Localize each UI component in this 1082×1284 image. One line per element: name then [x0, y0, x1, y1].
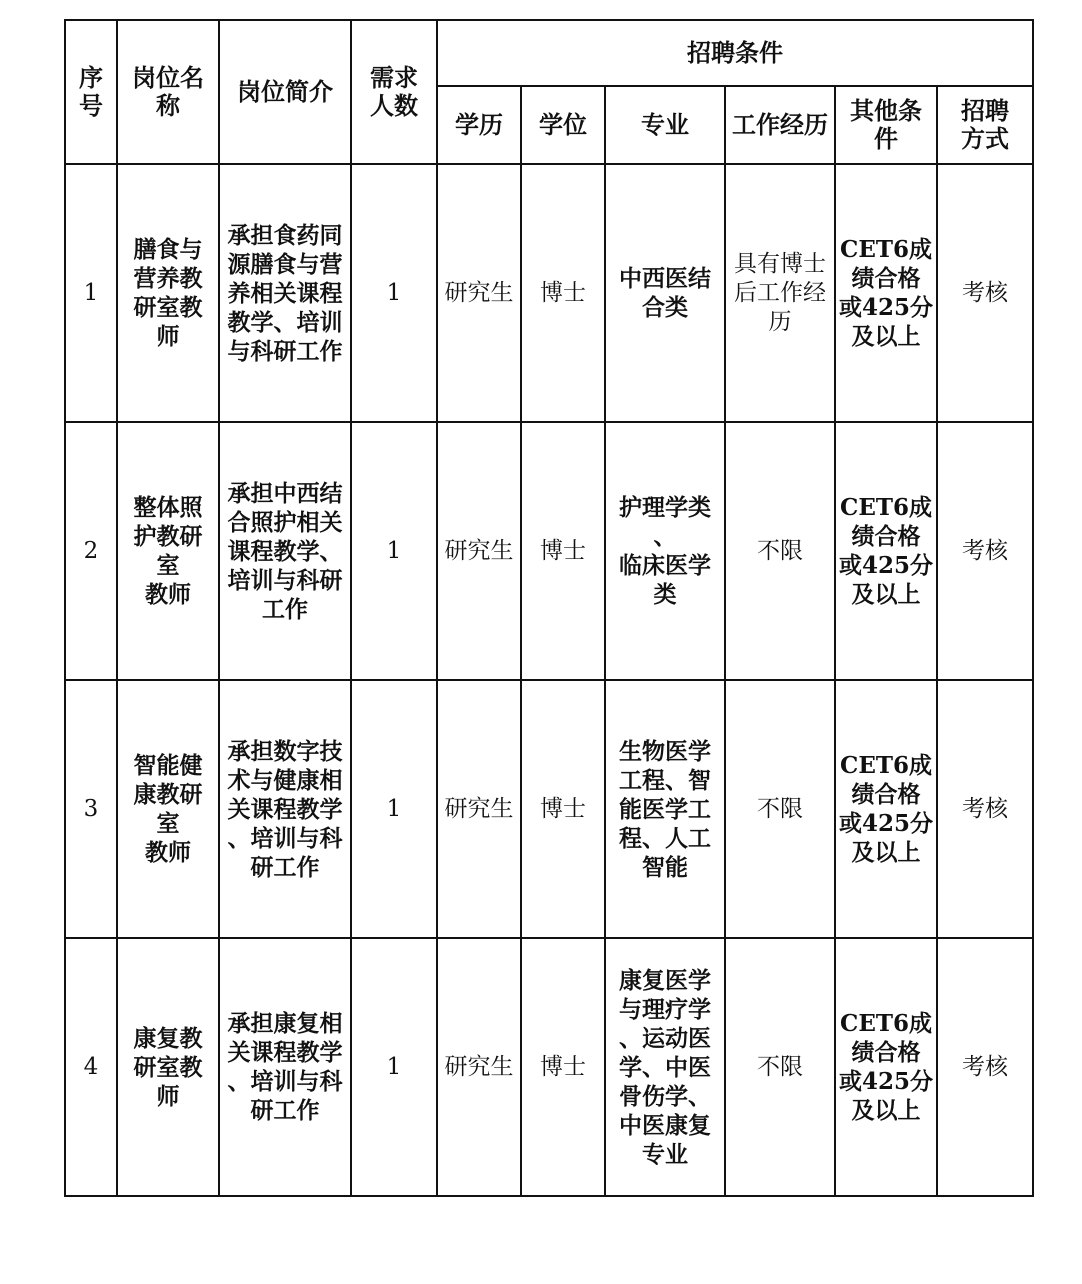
cell-position-intro: 承担中西结 合照护相关 课程教学、 培训与科研 工作 [219, 422, 351, 680]
cell-position-name: 膳食与 营养教 研室教 师 [117, 164, 219, 422]
table-row [65, 680, 1033, 938]
table-row [65, 422, 1033, 680]
header-position-name: 岗位名称 [117, 20, 219, 164]
cell-work-experience: 不限 [725, 422, 835, 680]
cell-headcount: 1 [351, 422, 437, 680]
cell-index: 2 [65, 422, 117, 680]
cell-major: 护理学类 、 临床医学 类 [605, 422, 725, 680]
cell-recruit-method: 考核 [937, 938, 1033, 1196]
recruitment-document [64, 19, 1032, 1197]
header-index: 序号 [65, 20, 117, 164]
cell-degree: 博士 [521, 164, 605, 422]
cell-degree: 博士 [521, 680, 605, 938]
cell-other-conditions: CET6成 绩合格 或425分 及以上 [835, 164, 937, 422]
table-row [65, 164, 1033, 422]
cell-degree: 博士 [521, 938, 605, 1196]
cell-education: 研究生 [437, 164, 521, 422]
cell-position-name: 智能健 康教研 室 教师 [117, 680, 219, 938]
cell-index: 4 [65, 938, 117, 1196]
header-education: 学历 [437, 86, 521, 164]
header-conditions-group: 招聘条件 [437, 20, 1033, 86]
cell-recruit-method: 考核 [937, 680, 1033, 938]
cell-education: 研究生 [437, 938, 521, 1196]
recruitment-table [64, 19, 1034, 1197]
header-degree: 学位 [521, 86, 605, 164]
header-row-top [65, 20, 1033, 86]
cell-headcount: 1 [351, 938, 437, 1196]
header-recruit-method: 招聘 方式 [937, 86, 1033, 164]
cell-position-intro: 承担食药同 源膳食与营 养相关课程 教学、培训 与科研工作 [219, 164, 351, 422]
cell-position-name: 整体照 护教研 室 教师 [117, 422, 219, 680]
cell-position-intro: 承担数字技 术与健康相 关课程教学 、培训与科 研工作 [219, 680, 351, 938]
header-position-intro: 岗位简介 [219, 20, 351, 164]
cell-major: 康复医学 与理疗学 、运动医 学、中医 骨伤学、 中医康复 专业 [605, 938, 725, 1196]
cell-work-experience: 不限 [725, 938, 835, 1196]
cell-major: 生物医学 工程、智 能医学工 程、人工 智能 [605, 680, 725, 938]
cell-index: 3 [65, 680, 117, 938]
header-headcount: 需求 人数 [351, 20, 437, 164]
table-row [65, 938, 1033, 1196]
cell-headcount: 1 [351, 680, 437, 938]
cell-major: 中西医结 合类 [605, 164, 725, 422]
header-major: 专业 [605, 86, 725, 164]
cell-education: 研究生 [437, 422, 521, 680]
cell-headcount: 1 [351, 164, 437, 422]
cell-other-conditions: CET6成 绩合格 或425分 及以上 [835, 422, 937, 680]
header-other-conditions: 其他条件 [835, 86, 937, 164]
cell-recruit-method: 考核 [937, 422, 1033, 680]
cell-education: 研究生 [437, 680, 521, 938]
cell-other-conditions: CET6成 绩合格 或425分 及以上 [835, 938, 937, 1196]
header-work-experience: 工作经历 [725, 86, 835, 164]
cell-recruit-method: 考核 [937, 164, 1033, 422]
cell-position-intro: 承担康复相 关课程教学 、培训与科 研工作 [219, 938, 351, 1196]
cell-other-conditions: CET6成 绩合格 或425分 及以上 [835, 680, 937, 938]
cell-degree: 博士 [521, 422, 605, 680]
cell-index: 1 [65, 164, 117, 422]
cell-work-experience: 不限 [725, 680, 835, 938]
cell-work-experience: 具有博士 后工作经 历 [725, 164, 835, 422]
cell-position-name: 康复教 研室教 师 [117, 938, 219, 1196]
